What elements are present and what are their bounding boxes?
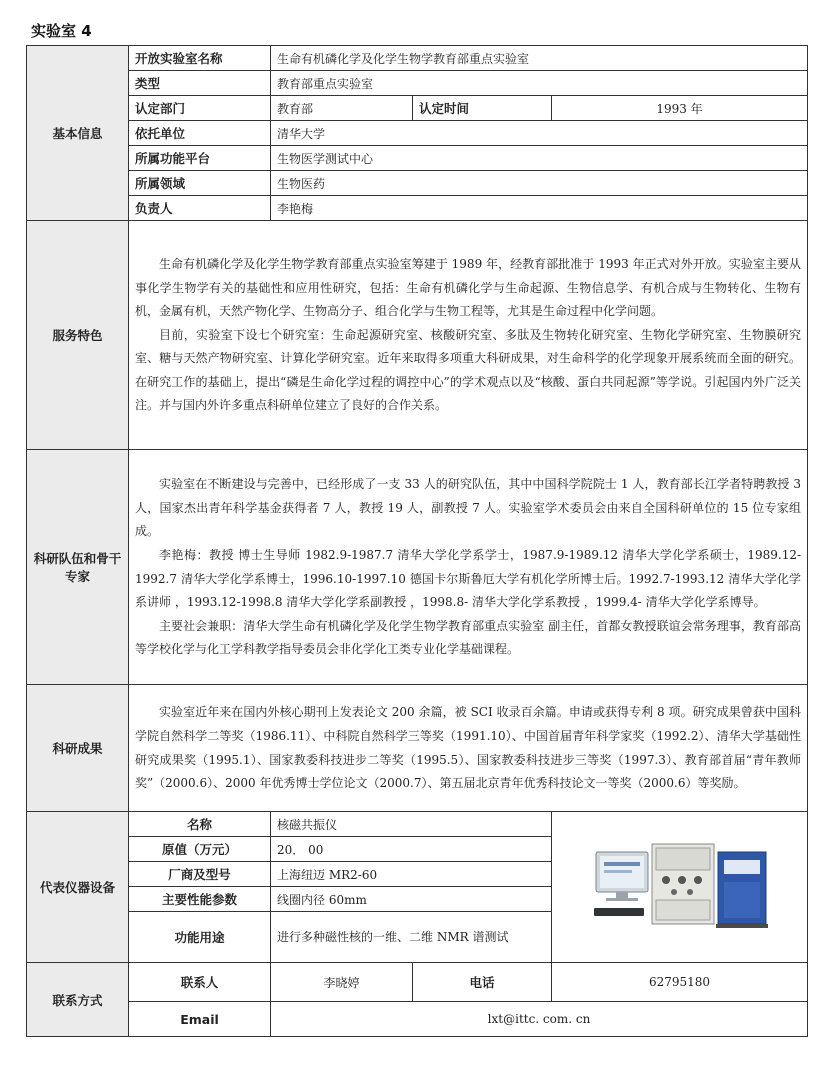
head-value: 李艳梅 <box>271 196 808 221</box>
type-label: 类型 <box>129 71 271 96</box>
contact-label: 联系方式 <box>27 963 129 1037</box>
lab-info-table <box>26 45 808 1037</box>
service-label: 服务特色 <box>27 221 129 450</box>
use-value: 进行多种磁性核的一维、二维 NMR 谱测试 <box>271 912 552 963</box>
price-value: 20． 00 <box>271 837 552 862</box>
time-label: 认定时间 <box>413 96 552 121</box>
dept-value: 教育部 <box>271 96 413 121</box>
type-value: 教育部重点实验室 <box>271 71 808 96</box>
results-label: 科研成果 <box>27 685 129 812</box>
instrument-name-value: 核磁共振仪 <box>271 812 552 837</box>
service-text <box>129 221 808 450</box>
maker-value: 上海纽迈 MR2-60 <box>271 862 552 887</box>
email-label: Email <box>129 1002 271 1037</box>
contact-person-label: 联系人 <box>129 963 271 1002</box>
phone-value: 62795180 <box>552 963 808 1002</box>
use-label: 功能用途 <box>129 912 271 963</box>
lab-name-label: 开放实验室名称 <box>129 46 271 71</box>
field-value: 生物医药 <box>271 171 808 196</box>
head-label: 负责人 <box>129 196 271 221</box>
team-paragraph-1: 实验室在不断建设与完善中，已经形成了一支 33 人的研究队伍，其中中国科学院院士 1 人，教育部长江学者特聘教授 3 人，国家杰出青年科学基金获得者 7 人，教授 19 人，副教授 7 人。实验室学术委员会由来自全国科研单位的 15 位专家组成。 <box>135 477 802 539</box>
instrument-name-label: 名称 <box>129 812 271 837</box>
team-paragraph-2: 李艳梅：教授 博士生导师 1982.9-1987.7 清华大学化学系学士，1987.9-1989.12 清华大学化学系硕士，1989.12-1992.7 清华大学化学系博士，1996.10-1997.10 德国卡尔斯鲁厄大学有机化学所博士后。1992.7-1993.12 清华大学化学系讲师 ，1993.12-1998.8 清华大学化学系副教授 ，1998.8- 清华大学化学系教授 ，1999.4- 清华大学化学系博导。 <box>135 547 802 610</box>
field-label: 所属领域 <box>129 171 271 196</box>
maker-label: 厂商及型号 <box>129 862 271 887</box>
spec-value: 线圈内径 60mm <box>271 887 552 912</box>
results-text <box>129 685 808 812</box>
instrument-image-cell <box>552 812 808 963</box>
contact-person-value: 李晓婷 <box>271 963 413 1002</box>
team-label: 科研队伍和骨干专家 <box>27 450 129 685</box>
price-label: 原值（万元） <box>129 837 271 862</box>
phone-label: 电话 <box>413 963 552 1002</box>
team-text <box>129 450 808 685</box>
spec-label: 主要性能参数 <box>129 887 271 912</box>
email-value[interactable]: lxt@ittc. com. cn <box>271 1002 808 1037</box>
service-paragraph-2: 目前，实验室下设七个研究室：生命起源研究室、核酸研究室、多肽及生物转化研究室、生物化学研究室、生物膜研究室、糖与天然产物研究室、计算化学研究室。近年来取得多项重大科研成果，对生命科学的化学现象开展系统而全面的研究。在研究工作的基础上，提出“磷是生命化学过程的调控中心”的学术观点以及“核酸、蛋白共同起源”等学说。引起国内外广泛关注。并与国内外许多重点科研单位建立了良好的合作关系。 <box>135 327 802 413</box>
page-title: 实验室 4 <box>31 22 92 40</box>
nmr-instrument-photo <box>590 838 770 934</box>
host-label: 依托单位 <box>129 121 271 146</box>
service-paragraph-1: 生命有机磷化学及化学生物学教育部重点实验室筹建于 1989 年，经教育部批准于 1993 年正式对外开放。实验室主要从事化学生物学有关的基础性和应用性研究，包括：生命有机磷化学与生命起源、生物信息学、有机合成与生物转化、生物有机，金属有机，天然产物化学、生物高分子、组合化学与生物工程等，尤其是生命过程中化学问题。 <box>135 256 802 319</box>
basic-info-label: 基本信息 <box>27 46 129 221</box>
host-value: 清华大学 <box>271 121 808 146</box>
dept-label: 认定部门 <box>129 96 271 121</box>
lab-name-value: 生命有机磷化学及化学生物学教育部重点实验室 <box>271 46 808 71</box>
platform-label: 所属功能平台 <box>129 146 271 171</box>
team-paragraph-3: 主要社会兼职：清华大学生命有机磷化学及化学生物学教育部重点实验室 副主任，首都女教授联谊会常务理事，教育部高等学校化学与化工学科教学指导委员会非化学化工类专业化学基础课程。 <box>135 618 802 657</box>
time-value: 1993 年 <box>552 96 808 121</box>
instrument-label: 代表仪器设备 <box>27 812 129 963</box>
results-paragraph-1: 实验室近年来在国内外核心期刊上发表论文 200 余篇，被 SCI 收录百余篇。申请或获得专利 8 项。研究成果曾获中国科学院自然科学二等奖（1986.11）、中科院自然科学三等奖（1991.10）、中国首届青年科学家奖（1992.2）、清华大学基础性研究成果奖（1995.1）、国家教委科技进步二等奖（1995.5）、国家教委科技进步三等奖（1997.3）、教育部首届“青年教师奖”（2000.6）、2000 年优秀博士学位论文（2000.7）、第五届北京青年优秀科技论文一等奖（2000.6）等奖励。 <box>135 705 802 791</box>
platform-value: 生物医学测试中心 <box>271 146 808 171</box>
